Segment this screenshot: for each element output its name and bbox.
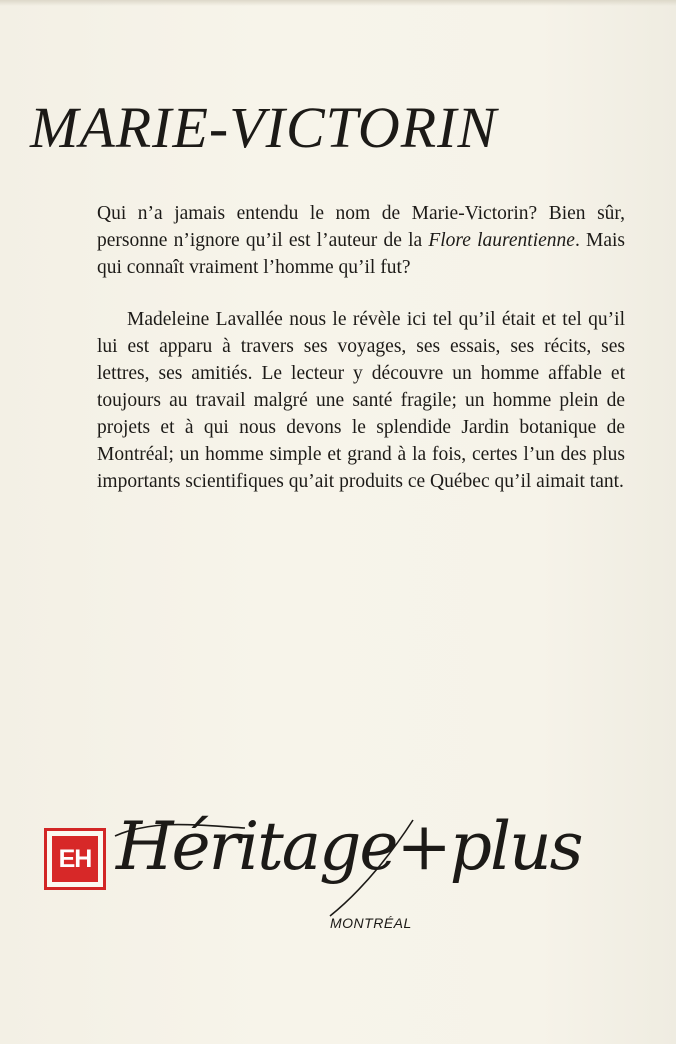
blurb-paragraph-1-end: . Mais qui connaît vraiment l’homme qu’il fut? (97, 230, 626, 278)
flora-title: Flore laurentienne (428, 230, 575, 251)
publisher-name: Héritage+plus (116, 808, 582, 885)
publisher-logo-mark: EH (52, 836, 98, 882)
cover-edge-shadow (0, 0, 676, 6)
book-title: MARIE-VICTORIN (30, 95, 498, 160)
blurb (97, 200, 625, 495)
blurb-paragraph-1-start: Qui n’a jamais entendu le nom de Marie-Victorin? Bien sûr, personne n’ignore qu’il est l’auteur de la (97, 203, 625, 251)
blurb-paragraph-1 (97, 200, 625, 281)
publisher-city: MONTRÉAL (330, 915, 412, 931)
blurb-paragraph-2: Madeleine Lavallée nous le révèle ici tel qu’il était et tel qu’il lui est apparu à travers ses voyages, ses essais, ses récits, ses lettres, ses amitiés. Le lecteur y découvre un homme affable et toujours au travail malgré une santé fragile; un homme plein de projets et à qui nous devons le splendide Jardin botanique de Montréal; un homme simple et grand à la fois, certes l’un des plus importants scientifiques qu’ait produits ce Québec qu’il aimait tant. (97, 309, 625, 492)
